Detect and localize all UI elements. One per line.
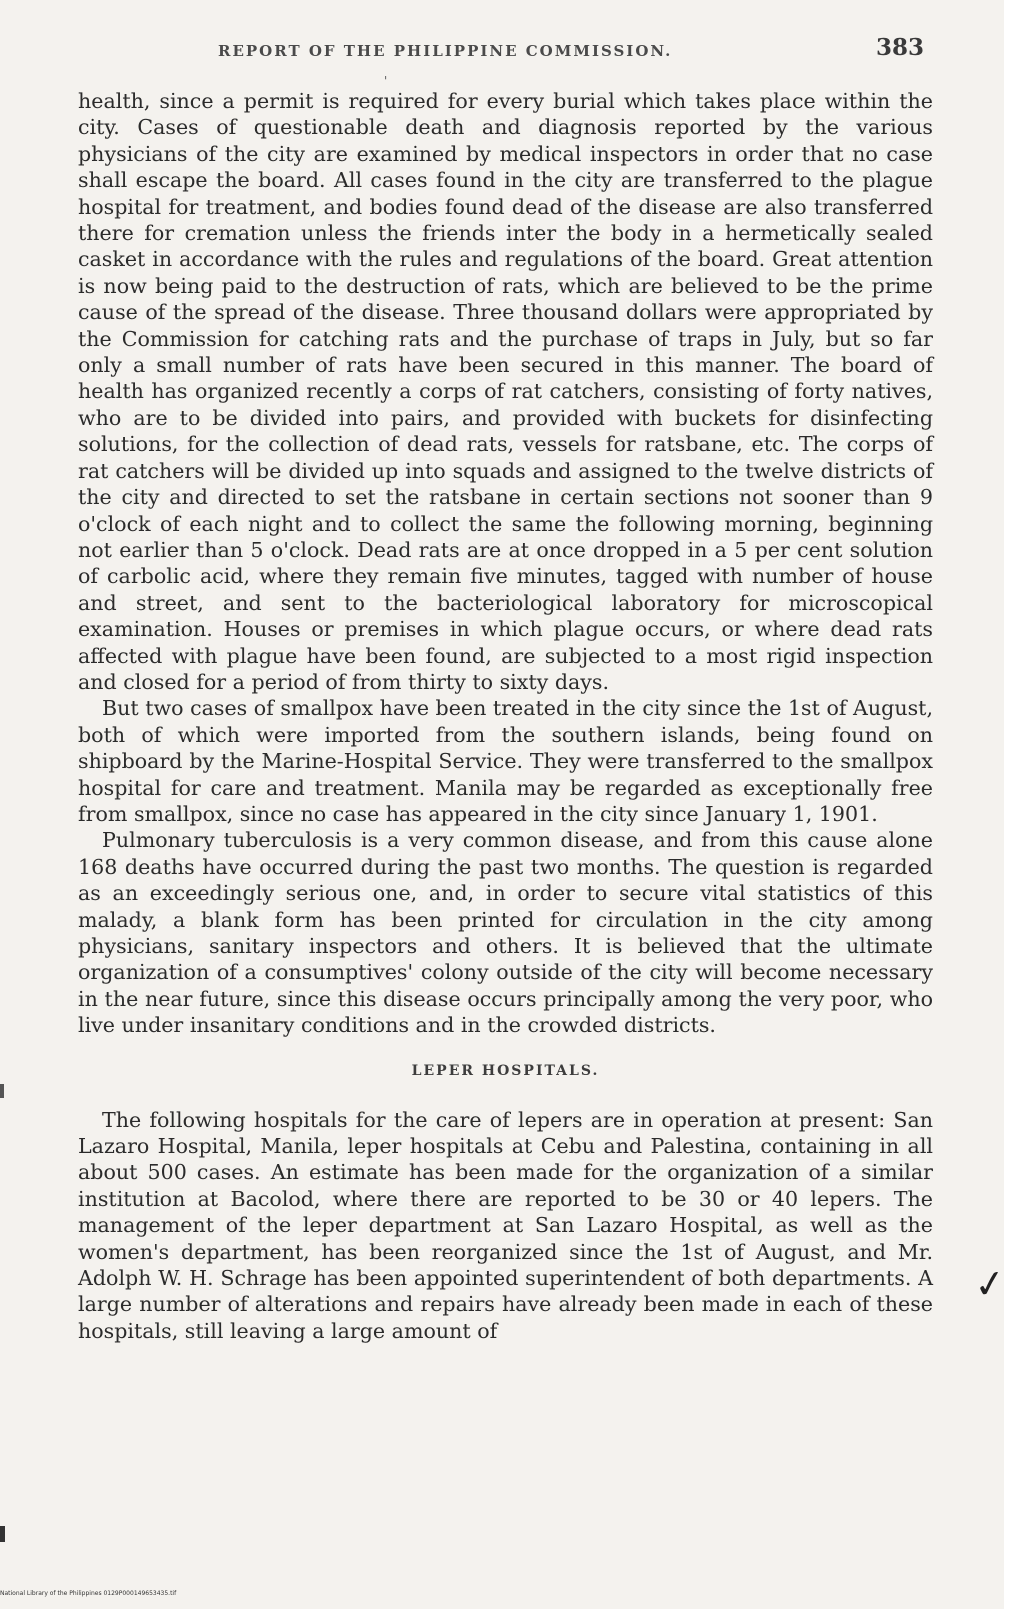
left-margin-mark [0,1084,4,1098]
paragraph-plague-measures: health, since a permit is required for every burial which takes place within the city. Cases of questionable death and diagnosis reported by the various physicians of the city are examined by medical inspectors in order that no case shall escape the board. All cases found in the city are transferred to the plague hospital for treatment, and bodies found dead of the disease are also transferred there for cremation unless the friends inter the body in a hermetically sealed casket in accordance with the rules and regulations of the board. Great attention is now being paid to the destruction of rats, which are believed to be the prime cause of the spread of the disease. Three thousand dollars were appropriated by the Commission for catching rats and the purchase of traps in July, but so far only a small number of rats have been secured in this manner. The board of health has organized recently a corps of rat catchers, consisting of forty natives, who are to be divided into pairs, and provided with buckets for disinfecting solutions, for the collection of dead rats, vessels for ratsbane, etc. The corps of rat catchers will be divided up into squads and assigned to the twelve districts of the city and directed to set the ratsbane in certain sections not sooner than 9 o'clock of each night and to collect the same the following morning, beginning not earlier than 5 o'clock. Dead rats are at once dropped in a 5 per cent solution of carbolic acid, where they remain five minutes, tagged with number of house and street, and sent to the bacteriological laboratory for microscopical examination. Houses or premises in which plague occurs, or where dead rats affected with plague have been found, are subjected to a most rigid inspection and closed for a period of from thirty to sixty days. [78,89,933,694]
scan-credit-footer: National Library of the Philippines 0129P000149653435.tif [0,1590,177,1597]
running-title: REPORT OF THE PHILIPPINE COMMISSION. [218,42,673,60]
page-header [0,34,1004,88]
page-number: 383 [876,34,925,61]
body-text [78,88,933,1528]
paragraph-leper-hospitals: The following hospitals for the care of lepers are in operation at present: San Lazaro Hospital, Manila, leper hospitals at Cebu and Palestina, containing in all about 500 cases. An estimate has been made for the organization of a similar institution at Bacolod, where there are reported to be 30 or 40 lepers. The management of the leper department at San Lazaro Hospital, as well as the women's department, has been reorganized since the 1st of August, and Mr. Adolph W. H. Schrage has been appointed superintendent of both departments. A large number of alterations and repairs have already been made in each of these hospitals, still leaving a large amount of [78,1107,933,1343]
header-tick-mark: ' [384,74,388,88]
paragraph-smallpox: But two cases of smallpox have been treated in the city since the 1st of August, both of which were imported from the southern islands, being found on shipboard by the Marine-Hospital Service. They were transferred to the smallpox hospital for care and treatment. Manila may be regarded as exceptionally free from smallpox, since no case has appeared in the city since January 1, 1901. [78,696,933,826]
paragraph-tuberculosis: Pulmonary tuberculosis is a very common disease, and from this cause alone 168 deaths have occurred during the past two months. The question is regarded as an exceedingly serious one, and, in order to secure vital statistics of this malady, a blank form has been printed for circulation in the city among physicians, sanitary inspectors and others. It is believed that the ultimate organization of a consumptives' colony outside of the city will become necessary in the near future, since this disease occurs principally among the very poor, who live under insanitary conditions and in the crowded districts. [78,828,933,1038]
corner-margin-mark [0,1526,5,1542]
margin-checkmark-icon: ✓ [971,1259,1009,1309]
section-heading-leper-hospitals: LEPER HOSPITALS. [411,1062,600,1079]
